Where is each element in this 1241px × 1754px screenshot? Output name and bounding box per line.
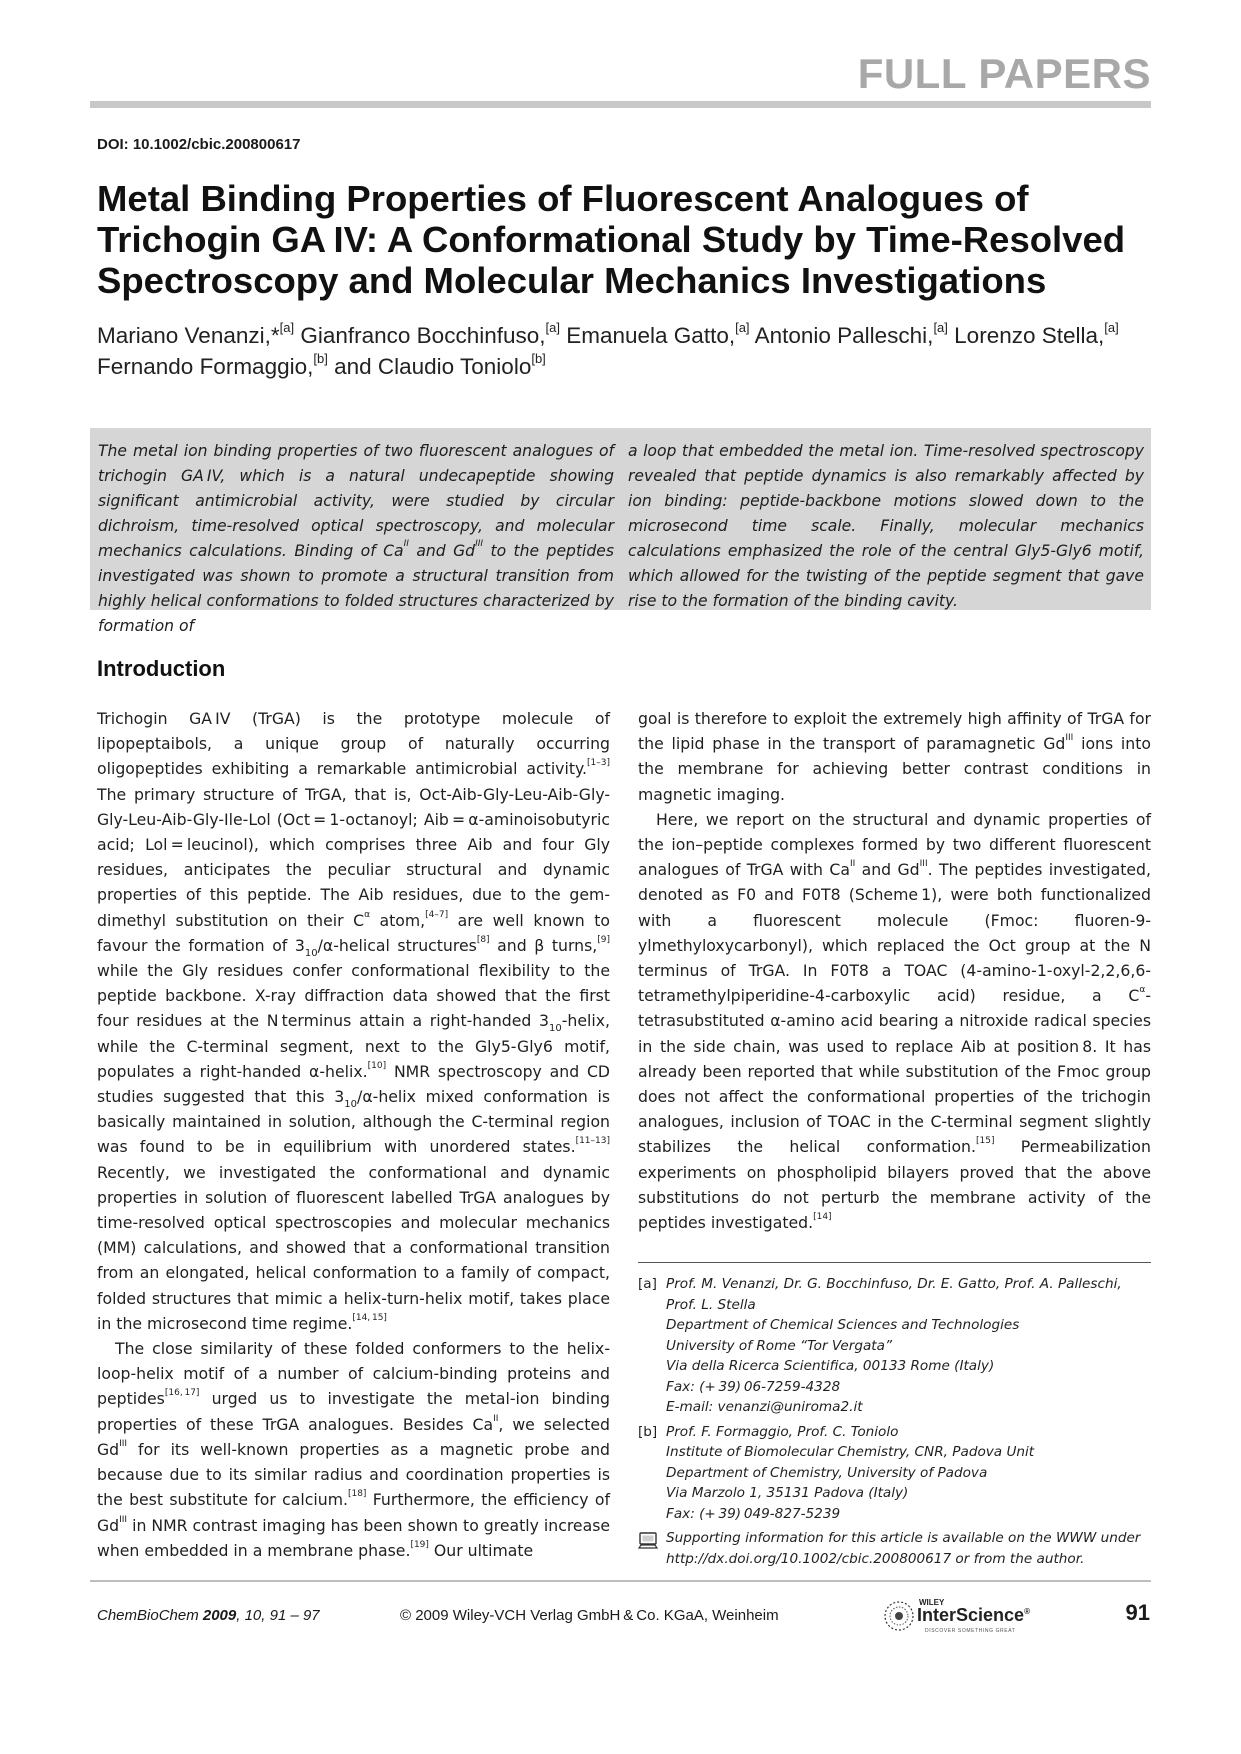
affiliation-footnotes <box>638 1274 1158 1569</box>
intro-paragraph-2: The close similarity of these folded conformers to the helix-loop-helix motif of a number of calcium-binding proteins and peptides[16, 17] urged us to investigate the metal-ion binding properties of these TrGA analogues. Besides $Ca^{II}$, we selected $Gd^{III}$ for its well-known properties as a magnetic probe and because due to its similar radius and coordination properties is the best substitute for calcium.[18] Furthermore, the efficiency of $Gd^{III}$ in NMR contrast imaging has been shown to greatly increase when embedded in a membrane phase.[19] Our ultimate <box>97 1339 611 1560</box>
author-affiliation-mark: [b] <box>531 351 546 366</box>
doi[interactable]: DOI: 10.1002/cbic.200800617 <box>97 136 301 153</box>
affiliation-label: [b] <box>638 1423 658 1440</box>
svg-text:WILEY: WILEY <box>919 1598 945 1607</box>
author-name: Mariano Venanzi,* <box>97 323 280 348</box>
globe-icon <box>885 1602 913 1630</box>
author-affiliation-mark: [a] <box>279 320 295 335</box>
article-title: Metal Binding Properties of Fluorescent Analogues of Trichogin GA IV: A Conformational Study by Time-Resolved Spectroscopy and Molecular Mechanics Investigations <box>97 178 1126 301</box>
wiley-interscience-logo[interactable] <box>881 1596 1056 1636</box>
supporting-information-note: Supporting information for this article is available on the WWW under http://dx.doi.org/10.1002/cbic.200800617 or from the author. <box>638 1528 1158 1569</box>
author-affiliation-mark: [b] <box>313 351 328 366</box>
footer-rule <box>90 1580 1151 1582</box>
email-link[interactable]: E-mail: venanzi@uniroma2.it <box>666 1399 863 1415</box>
journal-citation: ChemBioChem 2009, 10, 91 – 97 <box>97 1607 320 1624</box>
abstract-left-column: The metal ion binding properties of two fluorescent analogues of trichogin GA IV, which is a natural undecapeptide showing significant antimicrobial activity, were studied by circular dichroism, time-resolved optical spectroscopy, and molecular mechanics calculations. Binding of $Ca^{II}$ and $Gd^{III}$ to the peptides investigated was shown to promote a structural transition from highly helical conformations to folded structures characterized by formation of <box>98 442 615 635</box>
section-label: FULL PAPERS <box>857 50 1151 97</box>
author-list: Mariano Venanzi,*[a] Gianfranco Bocchinfuso,[a] Emanuela Gatto,[a] Antonio Palleschi,[a] Lorenzo Stella,[a] Fernando Formaggio,[b] and Claudio Toniolo[b] <box>97 320 1119 379</box>
author-affiliation-mark: [a] <box>735 320 750 335</box>
svg-text:InterScience®: InterScience® <box>917 1605 1030 1625</box>
author-affiliation-mark: [a] <box>1104 320 1119 335</box>
supporting-info-link[interactable]: http://dx.doi.org/10.1002/cbic.200800617 or from the author. <box>666 1550 1085 1567</box>
intro-left-column <box>97 706 610 1563</box>
computer-icon <box>638 1532 658 1550</box>
affiliation-b: [b] Prof. F. Formaggio, Prof. C. Toniolo Institute of Biomolecular Chemistry, CNR, Padova Unit Department of Chemistry, University of Padova Via Marzolo 1, 35131 Padova (Italy) Fax: (+ 39) 049-827-5239 <box>638 1423 1035 1522</box>
affiliation-a: [a] Prof. M. Venanzi, Dr. G. Bocchinfuso, Dr. E. Gatto, Prof. A. Palleschi, Prof. L. Stella Department of Chemical Sciences and Technologies University of Rome “Tor Vergata” Via della Ricerca Scientifica, 00133 Rome (Italy) Fax: (+ 39) 06-7259-4328 E-mail: venanzi@uniroma2.it <box>638 1274 1158 1418</box>
author-name: Antonio Palleschi, <box>754 323 934 348</box>
intro-paragraph-4: Here, we report on the structural and dynamic properties of the ion–peptide complexes formed by two different fluorescent analogues of TrGA with $Ca^{II}$ and $Gd^{III}$. The peptides investigated, denoted as F0 and F0T8 (Scheme 1), were both functionalized with a fluorescent molecule (Fmoc: fluoren-9-ylmethyloxycarbonyl), which replaced the Oct group at the N terminus of TrGA. In F0T8 a TOAC (4-amino-1-oxyl-2,2,6,6-tetramethylpiperidine-4-carboxylic acid) residue, a $C^\alpha$-tetrasubstituted α-amino acid bearing a nitroxide radical species in the side chain, was used to replace Aib at position 8. It has already been reported that while substitution of the Fmoc group does not affect the conformational properties of the trichogin analogues, inclusion of TOAC in the C-terminal segment slightly stabilizes the helical conformation.[15] Permeabilization experiments on phospholipid bilayers proved that the above substitutions do not perturb the membrane activity of the peptides investigated.[14] <box>638 809 1151 1233</box>
author-affiliation-mark: [a] <box>545 320 560 335</box>
intro-paragraph-3: goal is therefore to exploit the extremely high affinity of TrGA for the lipid phase in the transport of paramagnetic $Gd^{III}$ ions into the membrane for achieving better contrast conditions in magnetic imaging. <box>638 709 1151 804</box>
section-heading-introduction: Introduction <box>97 656 226 681</box>
author-name: Emanuela Gatto, <box>566 323 736 348</box>
intro-right-column <box>638 706 1151 1235</box>
author-name: Gianfranco Bocchinfuso, <box>300 323 546 348</box>
author-name: Lorenzo Stella, <box>954 323 1105 348</box>
intro-paragraph-1: Trichogin GA IV (TrGA) is the prototype molecule of lipopeptaibols, a unique group of naturally occurring oligopeptides exhibiting a remarkable antimicrobial activity.[1–3] The primary structure of TrGA, that is, Oct-Aib-Gly-Leu-Aib-Gly-Gly-Leu-Aib-Gly-Ile-Lol (Oct = 1-octanoyl; Aib = α-aminoisobutyric acid; Lol = leucinol), which comprises three Aib and four Gly residues, anticipates the peculiar structural and dynamic properties of this peptide. The Aib residues, due to the gem-dimethyl substitution on their $C^\alpha$ atom,[4–7] are well known to favour the formation of $3_{10}/\alpha$-helical structures[8] and β turns,[9] while the Gly residues confer conformational flexibility to the peptide backbone. X-ray diffraction data showed that the first four residues at the N terminus attain a right-handed $3_{10}$-helix, while the C-terminal segment, next to the Gly5-Gly6 motif, populates a right-handed α-helix.[10] NMR spectroscopy and CD studies suggested that this $3_{10}/\alpha$-helix mixed conformation is basically maintained in solution, although the C-terminal region was found to be in equilibrium with unordered states.[11–13] Recently, we investigated the conformational and dynamic properties in solution of fluorescent labelled TrGA analogues by time-resolved optical spectroscopies and molecular mechanics (MM) calculations, and showed that a conformational transition from an elongated, helical conformation to a family of compact, folded structures that mimic a helix-turn-helix motif, takes place in the microsecond time regime.[14, 15] <box>97 709 611 1333</box>
abstract-right-column: a loop that embedded the metal ion. Time-resolved spectroscopy revealed that peptide dynamics is also remarkably affected by ion binding: peptide-backbone motions slowed down to the microsecond time scale. Finally, molecular mechanics calculations emphasized the role of the central Gly5-Gly6 motif, which allowed for the twisting of the peptide segment that gave rise to the formation of the binding cavity. <box>628 442 1144 610</box>
copyright: © 2009 Wiley-VCH Verlag GmbH & Co. KGaA, Weinheim <box>400 1607 779 1624</box>
footnote-rule <box>638 1262 1151 1263</box>
svg-text:DISCOVER SOMETHING GREAT: DISCOVER SOMETHING GREAT <box>925 1628 1016 1634</box>
header-rule <box>90 101 1151 108</box>
author-affiliation-mark: [a] <box>933 320 948 335</box>
page-number: 91 <box>1125 1600 1150 1625</box>
author-name: Fernando Formaggio, <box>97 354 314 379</box>
abstract-box <box>90 428 1151 635</box>
affiliation-label: [a] <box>638 1276 657 1292</box>
author-name: Claudio Toniolo <box>377 354 532 379</box>
